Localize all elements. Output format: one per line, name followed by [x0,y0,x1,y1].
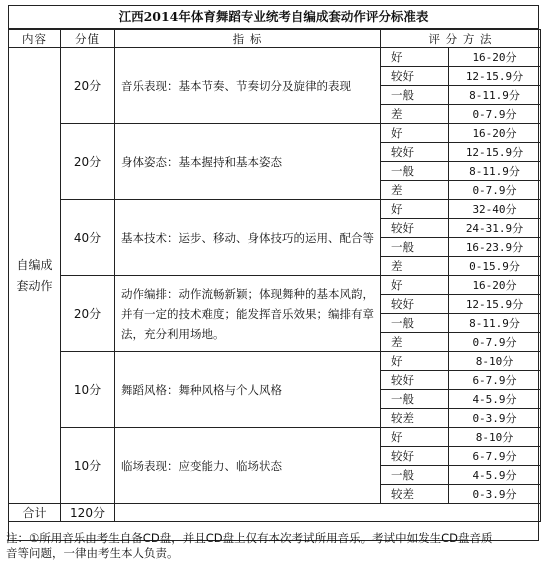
grade-label: 一般 [381,390,449,409]
grade-range: 8-10分 [449,352,541,371]
grade-label: 差 [381,333,449,352]
grade-range: 6-7.9分 [449,447,541,466]
grade-label: 较差 [381,409,449,428]
grade-range: 4-5.9分 [449,466,541,485]
grade-range: 0-15.9分 [449,257,541,276]
grade-range: 0-3.9分 [449,409,541,428]
grade-row [9,124,541,143]
section-indicator: 音乐表现：基本节奏、节奏切分及旋律的表现 [115,48,381,124]
section-score: 20分 [61,48,115,124]
total-value: 120分 [61,504,115,522]
header-score: 分值 [61,30,115,48]
total-label: 合计 [9,504,61,522]
grade-range: 6-7.9分 [449,371,541,390]
grade-range: 32-40分 [449,200,541,219]
grade-label: 较好 [381,219,449,238]
grade-range: 16-23.9分 [449,238,541,257]
grade-row [9,428,541,447]
total-empty-cell [115,504,541,522]
grade-label: 一般 [381,466,449,485]
grade-label: 较好 [381,143,449,162]
section-indicator: 临场表现：应变能力、临场状态 [115,428,381,504]
grade-label: 较差 [381,485,449,504]
section-score: 20分 [61,276,115,352]
grade-range: 16-20分 [449,48,541,67]
grade-range: 16-20分 [449,276,541,295]
grade-range: 12-15.9分 [449,295,541,314]
section-score: 10分 [61,428,115,504]
grade-label: 好 [381,48,449,67]
grade-range: 16-20分 [449,124,541,143]
section-score: 20分 [61,124,115,200]
grade-label: 较好 [381,447,449,466]
grade-label: 较好 [381,67,449,86]
grade-label: 一般 [381,238,449,257]
grade-range: 8-11.9分 [449,162,541,181]
grade-range: 24-31.9分 [449,219,541,238]
total-row [9,504,541,522]
footnote-line-1: 注：①所用音乐由考生自备CD盘，并且CD盘上仅有本次考试所用音乐。考试中如发生CD盘音质 [6,531,493,545]
section-indicator: 身体姿态：基本握持和基本姿态 [115,124,381,200]
grade-label: 好 [381,276,449,295]
grade-label: 一般 [381,86,449,105]
section-indicator: 舞蹈风格：舞种风格与个人风格 [115,352,381,428]
grade-label: 差 [381,181,449,200]
grade-row [9,48,541,67]
grade-label: 好 [381,352,449,371]
grade-label: 差 [381,257,449,276]
grade-label: 好 [381,200,449,219]
grade-range: 12-15.9分 [449,143,541,162]
grade-label: 好 [381,428,449,447]
scoring-table-frame [8,5,539,541]
grade-label: 较好 [381,371,449,390]
grade-range: 12-15.9分 [449,67,541,86]
header-row [9,30,541,48]
grade-label: 好 [381,124,449,143]
grade-row [9,276,541,295]
grade-label: 差 [381,105,449,124]
grade-label: 一般 [381,162,449,181]
grade-row [9,352,541,371]
grade-range: 8-11.9分 [449,86,541,105]
grade-range: 4-5.9分 [449,390,541,409]
grade-label: 一般 [381,314,449,333]
footnote-line-2: 音等问题，一律由考生本人负责。 [6,546,179,560]
section-indicator: 基本技术：运步、移动、身体技巧的运用、配合等 [115,200,381,276]
footnote [6,531,546,561]
header-indicator: 指 标 [115,30,381,48]
header-method: 评 分 方 法 [381,30,541,48]
header-content: 内容 [9,30,61,48]
section-score: 10分 [61,352,115,428]
grade-range: 0-7.9分 [449,105,541,124]
grade-range: 8-10分 [449,428,541,447]
content-category: 自编成套动作 [9,48,61,504]
grade-range: 0-7.9分 [449,181,541,200]
grade-range: 0-7.9分 [449,333,541,352]
grade-row [9,200,541,219]
section-score: 40分 [61,200,115,276]
scoring-table [8,29,541,522]
grade-label: 较好 [381,295,449,314]
grade-range: 0-3.9分 [449,485,541,504]
section-indicator: 动作编排：动作流畅新颖；体现舞种的基本风韵，并有一定的技术难度；能发挥音乐效果；编排有章法，充分利用场地。 [115,276,381,352]
grade-range: 8-11.9分 [449,314,541,333]
table-title: 江西2014年体育舞蹈专业统考自编成套动作评分标准表 [9,6,538,29]
